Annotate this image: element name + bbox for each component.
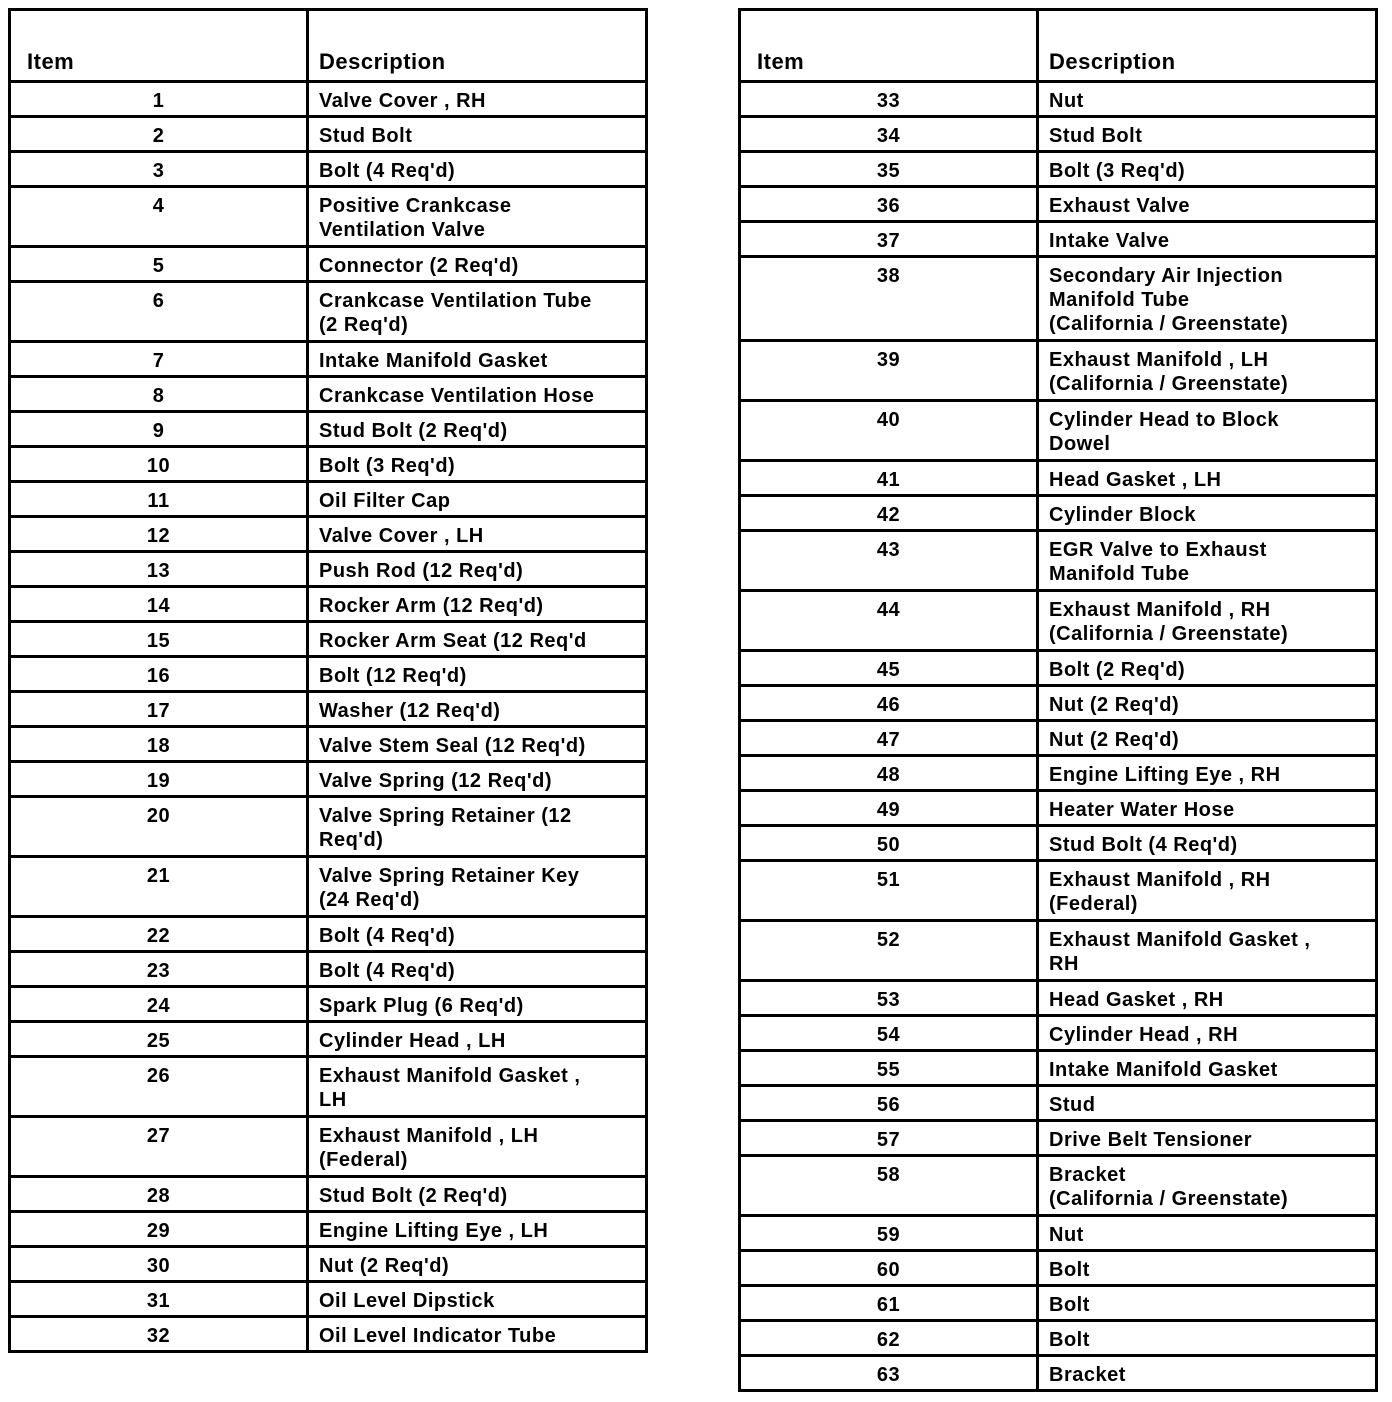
item-number: 18 [10,727,308,762]
item-description: Valve Cover , RH [308,82,647,117]
item-description: Bolt (12 Req'd) [308,657,647,692]
item-number: 61 [740,1286,1038,1321]
item-number: 49 [740,791,1038,826]
table-row [10,987,647,1022]
item-number: 15 [10,622,308,657]
item-description: Positive Crankcase Ventilation Valve [308,187,647,247]
table-row [740,981,1377,1016]
parts-table-left [8,8,648,1353]
table-row [10,1022,647,1057]
table-row [740,591,1377,651]
item-number: 1 [10,82,308,117]
table-row [740,826,1377,861]
item-number: 39 [740,341,1038,401]
item-description: Nut [1038,1216,1377,1251]
item-description: Stud Bolt [308,117,647,152]
item-number: 13 [10,552,308,587]
item-number: 10 [10,447,308,482]
item-number: 43 [740,531,1038,591]
item-description: Stud Bolt (2 Req'd) [308,412,647,447]
item-description: Bolt [1038,1251,1377,1286]
table-row [10,952,647,987]
item-number: 27 [10,1117,308,1177]
table-row [740,861,1377,921]
item-description: Secondary Air Injection Manifold Tube (California / Greenstate) [1038,257,1377,341]
item-description: Exhaust Valve [1038,187,1377,222]
item-number: 35 [740,152,1038,187]
item-number: 59 [740,1216,1038,1251]
item-description: Intake Manifold Gasket [308,342,647,377]
table-row [10,282,647,342]
table-row [740,1051,1377,1086]
table-row [740,117,1377,152]
item-number: 48 [740,756,1038,791]
item-description: Nut (2 Req'd) [1038,686,1377,721]
item-description: Bolt (2 Req'd) [1038,651,1377,686]
table-row [740,651,1377,686]
table-row [740,401,1377,461]
table-row [740,1216,1377,1251]
item-description: Head Gasket , RH [1038,981,1377,1016]
item-number: 62 [740,1321,1038,1356]
item-column-header: Item [10,10,308,82]
item-number: 19 [10,762,308,797]
table-row [740,1356,1377,1391]
table-row [10,762,647,797]
item-number: 8 [10,377,308,412]
table-row [10,657,647,692]
table-row [740,791,1377,826]
item-description: Engine Lifting Eye , RH [1038,756,1377,791]
item-column-header: Item [740,10,1038,82]
table-row [10,727,647,762]
item-number: 37 [740,222,1038,257]
item-number: 4 [10,187,308,247]
item-number: 23 [10,952,308,987]
item-number: 7 [10,342,308,377]
item-number: 38 [740,257,1038,341]
item-description: Exhaust Manifold Gasket , LH [308,1057,647,1117]
table-row [10,692,647,727]
item-number: 24 [10,987,308,1022]
item-description: Heater Water Hose [1038,791,1377,826]
item-number: 29 [10,1212,308,1247]
table-row [740,496,1377,531]
table-row [10,117,647,152]
item-description: Cylinder Head to Block Dowel [1038,401,1377,461]
table-row [10,82,647,117]
item-description: Valve Spring Retainer Key (24 Req'd) [308,857,647,917]
table-row [10,1317,647,1352]
item-description: Oil Level Indicator Tube [308,1317,647,1352]
item-number: 55 [740,1051,1038,1086]
table-row [740,1286,1377,1321]
table-row [740,82,1377,117]
table-row [740,1156,1377,1216]
item-number: 44 [740,591,1038,651]
table-row [740,152,1377,187]
table-row [10,1282,647,1317]
item-number: 51 [740,861,1038,921]
parts-table-right-body [740,82,1377,1391]
item-number: 47 [740,721,1038,756]
table-row [10,152,647,187]
item-description: Crankcase Ventilation Hose [308,377,647,412]
item-description: Bolt (3 Req'd) [308,447,647,482]
item-description: Crankcase Ventilation Tube (2 Req'd) [308,282,647,342]
item-description: Bracket (California / Greenstate) [1038,1156,1377,1216]
item-number: 12 [10,517,308,552]
item-description: EGR Valve to Exhaust Manifold Tube [1038,531,1377,591]
item-description: Intake Valve [1038,222,1377,257]
table-row [10,377,647,412]
item-number: 16 [10,657,308,692]
item-description: Oil Filter Cap [308,482,647,517]
table-row [740,461,1377,496]
item-number: 52 [740,921,1038,981]
table-row [10,1057,647,1117]
item-number: 56 [740,1086,1038,1121]
item-description: Stud [1038,1086,1377,1121]
item-number: 58 [740,1156,1038,1216]
item-description: Cylinder Block [1038,496,1377,531]
table-row [740,341,1377,401]
item-description: Exhaust Manifold , LH (California / Greenstate) [1038,341,1377,401]
item-number: 20 [10,797,308,857]
item-number: 11 [10,482,308,517]
item-description: Drive Belt Tensioner [1038,1121,1377,1156]
item-description: Connector (2 Req'd) [308,247,647,282]
table-row [10,1212,647,1247]
item-number: 3 [10,152,308,187]
item-description: Valve Spring (12 Req'd) [308,762,647,797]
item-number: 34 [740,117,1038,152]
item-number: 53 [740,981,1038,1016]
table-row [740,531,1377,591]
table-row [10,622,647,657]
table-row [10,342,647,377]
item-description: Bolt [1038,1321,1377,1356]
item-number: 60 [740,1251,1038,1286]
item-description: Bolt [1038,1286,1377,1321]
table-row [740,756,1377,791]
table-row [10,247,647,282]
parts-table-right [738,8,1378,1392]
item-description: Bracket [1038,1356,1377,1391]
table-row [740,921,1377,981]
table-row [740,222,1377,257]
item-description: Rocker Arm (12 Req'd) [308,587,647,622]
table-row [10,412,647,447]
item-description: Oil Level Dipstick [308,1282,647,1317]
item-description: Bolt (4 Req'd) [308,152,647,187]
item-description: Exhaust Manifold , RH (California / Greenstate) [1038,591,1377,651]
item-number: 21 [10,857,308,917]
table-row [740,1251,1377,1286]
parts-table-left-body [10,82,647,1352]
table-row [10,857,647,917]
item-description: Valve Spring Retainer (12 Req'd) [308,797,647,857]
item-number: 22 [10,917,308,952]
table-row [10,587,647,622]
item-description: Engine Lifting Eye , LH [308,1212,647,1247]
table-row [740,1086,1377,1121]
item-number: 50 [740,826,1038,861]
table-row [10,1177,647,1212]
item-description: Washer (12 Req'd) [308,692,647,727]
item-description: Cylinder Head , LH [308,1022,647,1057]
item-number: 25 [10,1022,308,1057]
item-description: Exhaust Manifold Gasket , RH [1038,921,1377,981]
table-row [740,1321,1377,1356]
table-row [740,1121,1377,1156]
table-header-row [740,10,1377,82]
item-number: 41 [740,461,1038,496]
table-row [10,1247,647,1282]
item-description: Exhaust Manifold , RH (Federal) [1038,861,1377,921]
item-number: 57 [740,1121,1038,1156]
table-row [740,1016,1377,1051]
table-row [10,517,647,552]
table-row [10,1117,647,1177]
table-header-row [10,10,647,82]
item-number: 40 [740,401,1038,461]
item-description: Exhaust Manifold , LH (Federal) [308,1117,647,1177]
item-description: Intake Manifold Gasket [1038,1051,1377,1086]
item-description: Cylinder Head , RH [1038,1016,1377,1051]
item-description: Head Gasket , LH [1038,461,1377,496]
item-number: 42 [740,496,1038,531]
item-number: 45 [740,651,1038,686]
table-row [10,917,647,952]
item-number: 36 [740,187,1038,222]
item-description: Nut [1038,82,1377,117]
item-description: Stud Bolt (4 Req'd) [1038,826,1377,861]
item-description: Valve Stem Seal (12 Req'd) [308,727,647,762]
item-number: 31 [10,1282,308,1317]
item-description: Spark Plug (6 Req'd) [308,987,647,1022]
table-row [740,257,1377,341]
item-number: 2 [10,117,308,152]
table-row [740,686,1377,721]
item-description: Bolt (4 Req'd) [308,952,647,987]
item-description: Push Rod (12 Req'd) [308,552,647,587]
item-number: 17 [10,692,308,727]
description-column-header: Description [1038,10,1377,82]
table-row [10,797,647,857]
item-number: 33 [740,82,1038,117]
item-number: 5 [10,247,308,282]
table-row [740,721,1377,756]
item-description: Nut (2 Req'd) [308,1247,647,1282]
item-description: Rocker Arm Seat (12 Req'd [308,622,647,657]
item-description: Stud Bolt [1038,117,1377,152]
item-number: 28 [10,1177,308,1212]
table-row [10,552,647,587]
table-row [10,447,647,482]
item-description: Stud Bolt (2 Req'd) [308,1177,647,1212]
item-number: 9 [10,412,308,447]
item-number: 32 [10,1317,308,1352]
description-column-header: Description [308,10,647,82]
item-description: Valve Cover , LH [308,517,647,552]
item-number: 14 [10,587,308,622]
item-description: Bolt (3 Req'd) [1038,152,1377,187]
table-row [10,482,647,517]
item-number: 63 [740,1356,1038,1391]
table-row [10,187,647,247]
item-description: Nut (2 Req'd) [1038,721,1377,756]
item-number: 26 [10,1057,308,1117]
table-row [740,187,1377,222]
item-number: 6 [10,282,308,342]
item-description: Bolt (4 Req'd) [308,917,647,952]
item-number: 54 [740,1016,1038,1051]
item-number: 46 [740,686,1038,721]
item-number: 30 [10,1247,308,1282]
